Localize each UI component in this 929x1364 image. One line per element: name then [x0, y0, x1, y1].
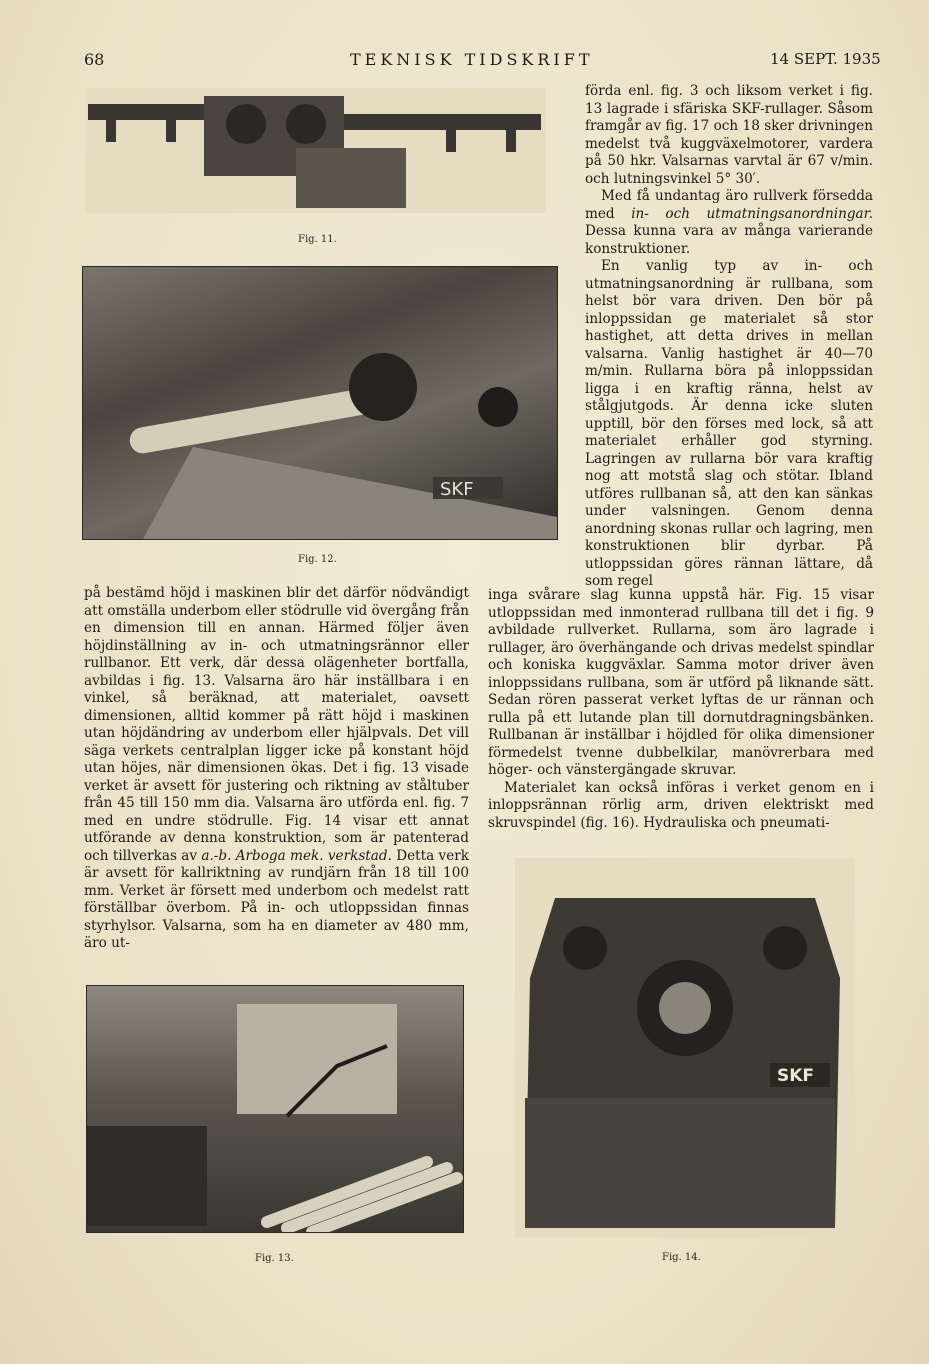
right-col-paragraph-1: förda enl. fig. 3 och liksom verket i fig. 13 lagrade i sfäriska SKF-rullager. Såsom framgår av fig. 17 och 18 sker drivningen medelst två kuggväxelmotorer, vardera på 50 hkr. Valsarnas varvtal är 67 v/min. och lutningsvinkel 5° 30′. [585, 83, 873, 187]
fig13-caption: Fig. 13. [255, 1253, 294, 1264]
fig12-caption: Fig. 12. [298, 554, 337, 565]
fig14-photo [515, 858, 855, 1238]
fig11-photo [86, 88, 546, 213]
issue-date: 14 SEPT. 1935 [770, 50, 881, 68]
fig14-machine-illustration [515, 858, 855, 1238]
fig11-machine-illustration [86, 88, 546, 213]
left-col-paragraph-1: på bestämd höjd i maskinen blir det därför nödvändigt att omställa underbom eller stödrulle vid övergång från en dimension till en annan. Härmed följer även höjdinställning av in- och utmatningsrännor eller rullbanor. Ett verk, där dessa olägenheter bortfalla, avbildas i fig. 13. Valsarna äro här inställbara i en vinkel, så beräknad, att materialet, oavsett dimensionen, alltid kommer på rätt höjd i maskinen utan höjdändring av underbom eller hjälpvals. Det vill säga verkets centralplan ligger icke på konstant höjd utan höjes, när dimensionen ökas. Det i fig. 13 visade verket är avsett för justering och riktning av ståltuber från 45 till 150 mm dia. Valsarna äro utförda enl. fig. 7 med en undre stödrulle. Fig. 14 visar ett annat utförande av denna konstruktion, som är patenterad och tillverkas av a.-b. Arboga mek. verkstad. Detta verk är avsett för kallriktning av rundjärn från 18 till 100 mm. Verket är försett med underbom och medelst ratt förställbar överbom. På in- och utloppssidan finnas styrhylsor. Valsarna, som ha en diameter av 480 mm, äro ut- [84, 585, 469, 951]
fig12-photo [82, 266, 558, 540]
left-column-text [84, 585, 469, 953]
right-col-paragraph-2: Med få undantag äro rullverk försedda med in- och utmatningsanordningar. Dessa kunna vara av många varierande konstruktioner. [585, 188, 873, 257]
fig12-machine-illustration [83, 267, 557, 539]
fig13-factory-illustration [87, 986, 463, 1232]
wide-col-paragraph-2: Materialet kan också införas i verket genom en i inloppsrännan rörlig arm, driven elektriskt med skruvspindel (fig. 16). Hydrauliska och pneumati- [488, 779, 874, 831]
journal-title: TEKNISK TIDSKRIFT [350, 50, 594, 69]
fig14-caption: Fig. 14. [662, 1252, 701, 1263]
emphasis-arboga: a.-b. Arboga mek. verkstad. [201, 847, 392, 864]
wide-column-text [488, 587, 874, 832]
emphasis-in-utmatning: in- och utmatningsanordningar. [631, 205, 873, 222]
fig14-logo-text: SKF [777, 1066, 815, 1086]
wide-col-paragraph-1: inga svårare slag kunna uppstå här. Fig. 15 visar utloppssidan med inmonterad rullbana till det i fig. 9 avbildade rullverket. Rullarna, som äro lagrade i rullager, äro överhängande och drivas medelst spindlar och koniska kuggväxlar. Samma motor driver även inloppssidans rullbana, som är utförd på liknande sätt. Sedan rören passerat verket lyftas de ur rännan och rulla på ett lutande plan till dornutdragningsbänken. Rullbanan är inställbar i höjdled för olika dimensioner förmedelst tvenne dubbelkilar, manövrerbara med höger- och vänstergängade skruvar. [488, 587, 874, 778]
fig11-caption: Fig. 11. [298, 234, 337, 245]
right-column-text [585, 83, 873, 591]
fig12-logo-text: SKF [440, 479, 474, 500]
fig13-photo [86, 985, 464, 1233]
page-number: 68 [84, 50, 105, 69]
right-col-paragraph-3: En vanlig typ av in- och utmatningsanordning är rullbana, som helst bör vara driven. Den bör på inloppssidan ge materialet så stor hastighet, att detta drives in mellan valsarna. Vanlig hastighet är 40—70 m/min. Rullarna böra på inloppssidan ligga i en kraftig ränna, helst av stålgjutgods. Är denna icke sluten upptill, bör den förses med lock, så att materialet erhåller god styrning. Lagringen av rullarna bör vara kraftig nog att motstå slag och stötar. Ibland utföres rullbanan så, att den kan sänkas under valsningen. Genom denna anordning skonas rullar och lagring, men konstruktionen blir dyrbar. På utloppssidan göres rännan lättare, då som regel [585, 258, 873, 589]
